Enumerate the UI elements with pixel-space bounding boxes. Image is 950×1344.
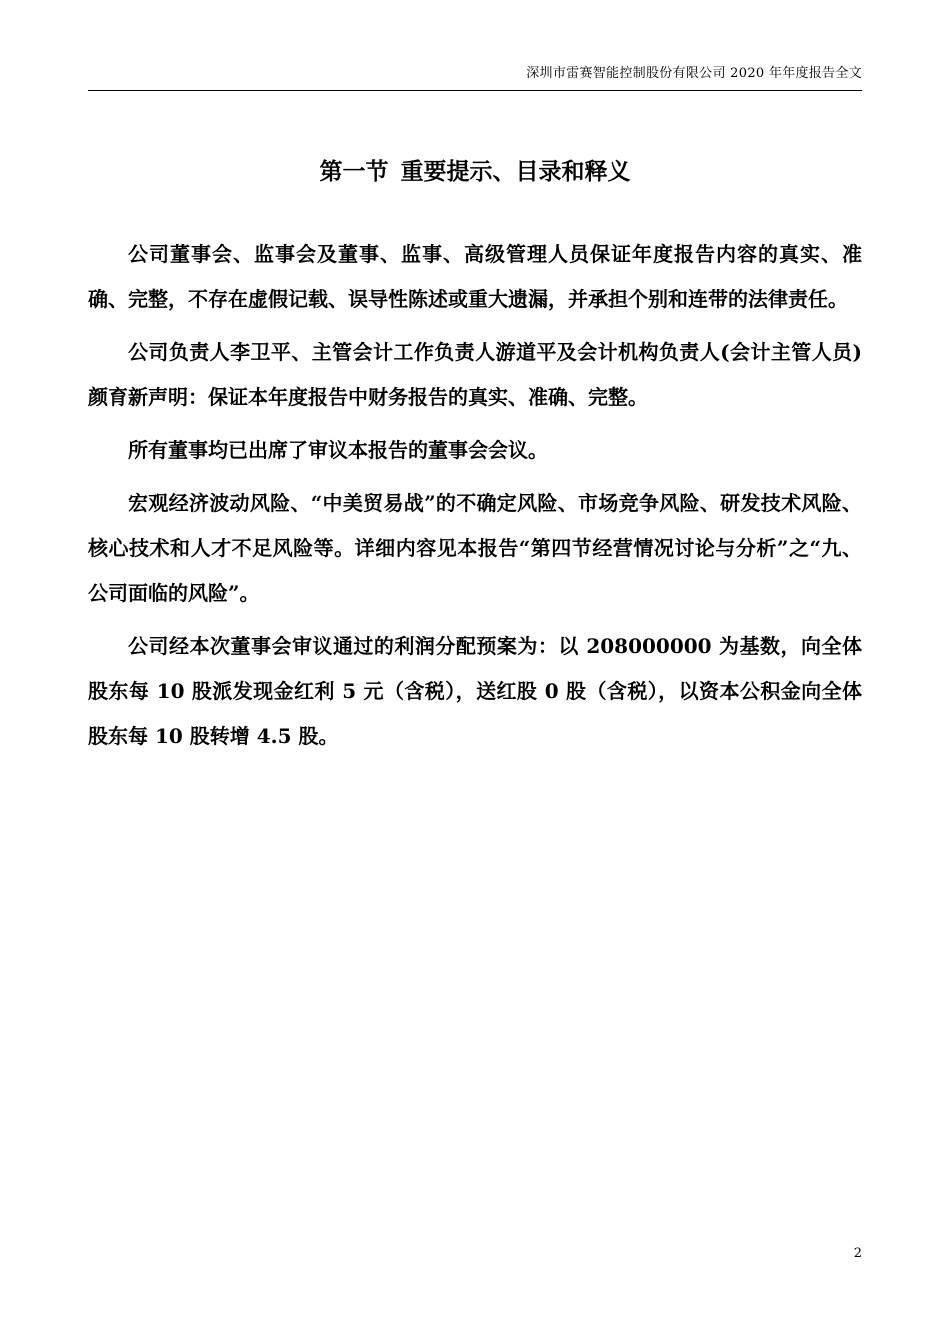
section-title	[88, 152, 862, 192]
paragraph-responsibility-statement: 公司董事会、监事会及董事、监事、高级管理人员保证年度报告内容的真实、准确、完整，不存在虚假记载、误导性陈述或重大遗漏，并承担个别和连带的法律责任。	[88, 242, 862, 311]
paragraph-risk-notice: 宏观经济波动风险、“中美贸易战”的不确定风险、市场竞争风险、研发技术风险、核心技术和人才不足风险等。详细内容见本报告“第四节经营情况讨论与分析”之“九、公司面临的风险”。	[88, 491, 862, 605]
page-number: 2	[853, 1246, 862, 1261]
paragraph-profit-distribution: 公司经本次董事会审议通过的利润分配预案为：以 208000000 为基数，向全体股东每 10 股派发现金红利 5 元（含税），送红股 0 股（含税），以资本公积金向全体股东每 10 股转增 4.5 股。	[88, 634, 862, 748]
paragraph-financial-declaration: 公司负责人李卫平、主管会计工作负责人游道平及会计机构负责人(会计主管人员)颜育新声明：保证本年度报告中财务报告的真实、准确、完整。	[88, 340, 862, 409]
paragraph-board-attendance: 所有董事均已出席了审议本报告的董事会会议。	[128, 438, 548, 462]
section-number: 第一节	[319, 158, 389, 185]
body-content	[88, 232, 862, 767]
running-header	[88, 64, 862, 91]
section-heading: 重要提示、目录和释义	[400, 158, 631, 185]
header-text: 深圳市雷赛智能控制股份有限公司 2020 年年度报告全文	[526, 66, 862, 81]
